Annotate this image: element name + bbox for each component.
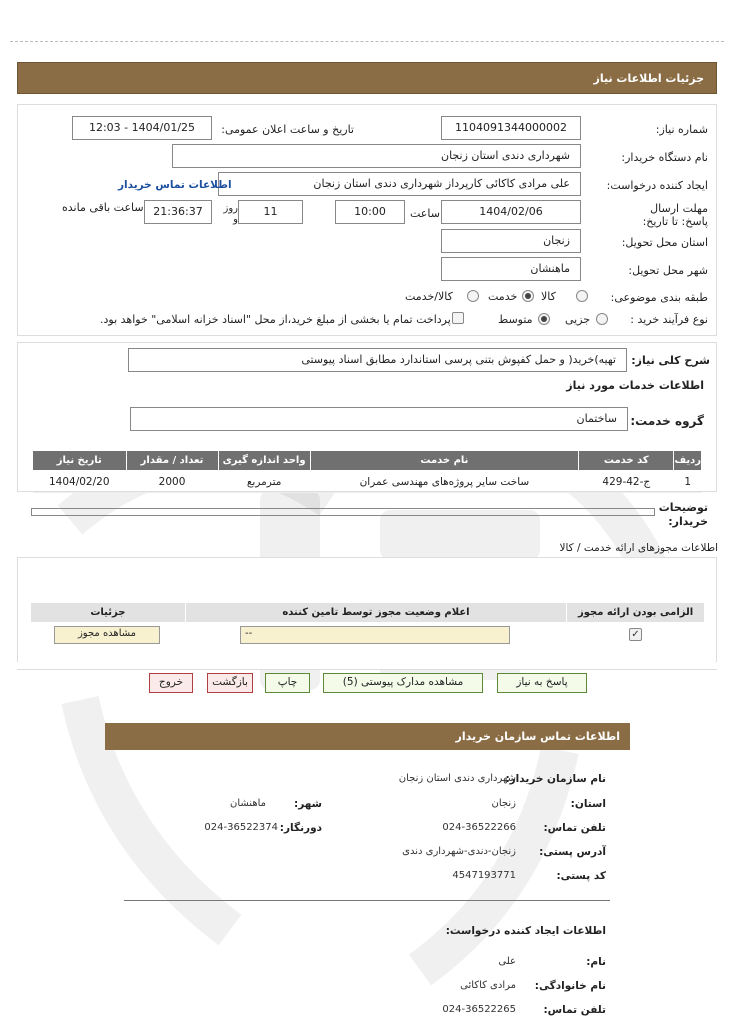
col-service-name: نام خدمت [310, 451, 579, 471]
contact-header [105, 723, 630, 750]
contact-province-label: استان: [570, 798, 606, 810]
page-header [17, 62, 717, 94]
creator-label: ایجاد کننده درخواست: [606, 179, 708, 192]
back-button[interactable]: بازگشت [207, 673, 253, 693]
attachments-button[interactable]: مشاهده مدارک پیوستی (5) [323, 673, 483, 693]
buyer-notes-label: توضیحات خریدار: [658, 501, 708, 528]
cell-row: 1 [674, 471, 702, 493]
city-label: شهر محل تحویل: [628, 264, 708, 277]
col-need-date: تاریخ نیاز [33, 451, 127, 471]
col-permit-status: اعلام وضعیت مجوز توسط تامین کننده [185, 603, 566, 623]
last-name-value: مرادی کاکائی [460, 980, 516, 991]
panel-edge [17, 662, 717, 670]
contact-city-label: شهر: [294, 798, 322, 810]
service-group-field: ساختمان [130, 407, 628, 431]
deadline-date-field: 1404/02/06 [441, 200, 581, 224]
category-option-service: خدمت [488, 290, 518, 303]
page-title: جزئیات اطلاعات نیاز [593, 72, 704, 85]
deadline-time-label: ساعت [410, 207, 440, 220]
category-radio-goods-service[interactable] [467, 290, 479, 302]
buyer-org-label: نام دستگاه خریدار: [621, 151, 708, 164]
contact-province-value: زنجان [491, 798, 516, 809]
province-field: زنجان [441, 229, 581, 253]
remaining-field: 21:36:37 [144, 200, 212, 224]
days-label: روز و [223, 203, 238, 225]
category-option-goods: کالا [541, 290, 556, 303]
remaining-label: ساعت باقی مانده [62, 201, 144, 214]
permits-table-header [31, 603, 705, 623]
service-group-label: گروه خدمت: [630, 414, 704, 428]
table-row [33, 471, 702, 493]
province-label: استان محل تحویل: [621, 236, 708, 249]
view-permit-button[interactable]: مشاهده مجوز [54, 626, 160, 644]
last-name-label: نام خانوادگی: [534, 980, 606, 992]
contact-phone-label: تلفن تماس: [543, 822, 606, 834]
col-unit: واحد اندازه گیری [218, 451, 310, 471]
category-radio-goods[interactable] [576, 290, 588, 302]
address-value: زنجان-دندی-شهرداری دندی [402, 846, 516, 857]
org-label: نام سازمان خریدار: [505, 773, 606, 785]
col-service-code: کد خدمت [579, 451, 674, 471]
cell-need-date: 1404/02/20 [33, 471, 127, 493]
deadline-time-field: 10:00 [335, 200, 405, 224]
contact-phone-value: 024-36522266 [442, 822, 516, 833]
need-number-label: شماره نیاز: [655, 123, 708, 136]
contact-fax-label: دورنگار: [279, 822, 322, 834]
cell-quantity: 2000 [126, 471, 218, 493]
city-field: ماهنشان [441, 257, 581, 281]
buyer-contact-link[interactable]: اطلاعات تماس خریدار [118, 179, 232, 191]
contact-fax-value: 024-36522374 [204, 822, 278, 833]
process-label: نوع فرآیند خرید : [630, 313, 708, 326]
permits-table [30, 602, 705, 623]
cell-unit: مترمربع [218, 471, 310, 493]
treasury-note: پرداخت تمام یا بخشی از مبلغ خرید،از محل "اسناد خزانه اسلامی" خواهد بود. [100, 313, 451, 326]
treasury-checkbox[interactable] [452, 312, 464, 324]
top-divider [10, 41, 724, 42]
creator-heading: اطلاعات ایجاد کننده درخواست: [445, 925, 606, 937]
category-option-goods-service: کالا/خدمت [405, 290, 453, 303]
permits-heading: اطلاعات مجوزهای ارائه خدمت / کالا [559, 542, 718, 554]
announce-field: 1404/01/25 - 12:03 [72, 116, 212, 140]
cell-service-code: ج-42-429 [579, 471, 674, 493]
permit-status-field[interactable]: -- [240, 626, 510, 644]
exit-button[interactable]: خروج [149, 673, 193, 693]
services-table-header [33, 451, 702, 471]
col-permit-details: جزئیات [31, 603, 186, 623]
summary-label: شرح کلی نیاز: [631, 354, 710, 367]
deadline-label: مهلت ارسال پاسخ: تا تاریخ: [642, 202, 708, 228]
contact-title: اطلاعات تماس سازمان خریدار [455, 730, 620, 743]
reply-button[interactable]: پاسخ به نیاز [497, 673, 587, 693]
days-field: 11 [238, 200, 303, 224]
first-name-label: نام: [586, 956, 606, 968]
summary-field: تهیه)خرید( و حمل کفپوش بتنی پرسی استاندارد مطابق اسناد پیوستی [128, 348, 627, 372]
category-label: طبقه بندی موضوعی: [610, 291, 708, 304]
buyer-notes-field [31, 508, 655, 516]
col-row: ردیف [674, 451, 702, 471]
buyer-org-field: شهرداری دندی استان زنجان [172, 144, 581, 168]
postal-value: 4547193771 [452, 870, 516, 881]
contact-divider [124, 900, 610, 901]
need-number-field: 1104091344000002 [441, 116, 581, 140]
services-table [32, 450, 702, 493]
process-option-minor: جزیی [565, 313, 591, 326]
creator-field: علی مرادی کاکائی کارپرداز شهرداری دندی استان زنجان [218, 172, 581, 196]
address-label: آدرس پستی: [539, 846, 606, 858]
creator-phone-value: 024-36522265 [442, 1004, 516, 1015]
col-permit-required: الزامی بودن ارائه مجوز [567, 603, 705, 623]
announce-label: تاریخ و ساعت اعلان عمومی: [221, 123, 354, 136]
permit-required-checkbox: ✓ [629, 628, 642, 641]
postal-label: کد پستی: [556, 870, 606, 882]
print-button[interactable]: چاپ [265, 673, 310, 693]
col-quantity: تعداد / مقدار [126, 451, 218, 471]
category-radio-service[interactable] [522, 290, 534, 302]
contact-city-value: ماهنشان [229, 798, 266, 809]
services-heading: اطلاعات خدمات مورد نیاز [566, 379, 704, 392]
cell-service-name: ساخت سایر پروژه‌های مهندسی عمران [310, 471, 579, 493]
process-radio-medium[interactable] [538, 313, 550, 325]
process-radio-minor[interactable] [596, 313, 608, 325]
org-value: شهرداری دندی استان زنجان [398, 773, 516, 784]
first-name-value: علی [498, 956, 516, 967]
creator-phone-label: تلفن تماس: [543, 1004, 606, 1016]
process-option-medium: متوسط [498, 313, 533, 326]
